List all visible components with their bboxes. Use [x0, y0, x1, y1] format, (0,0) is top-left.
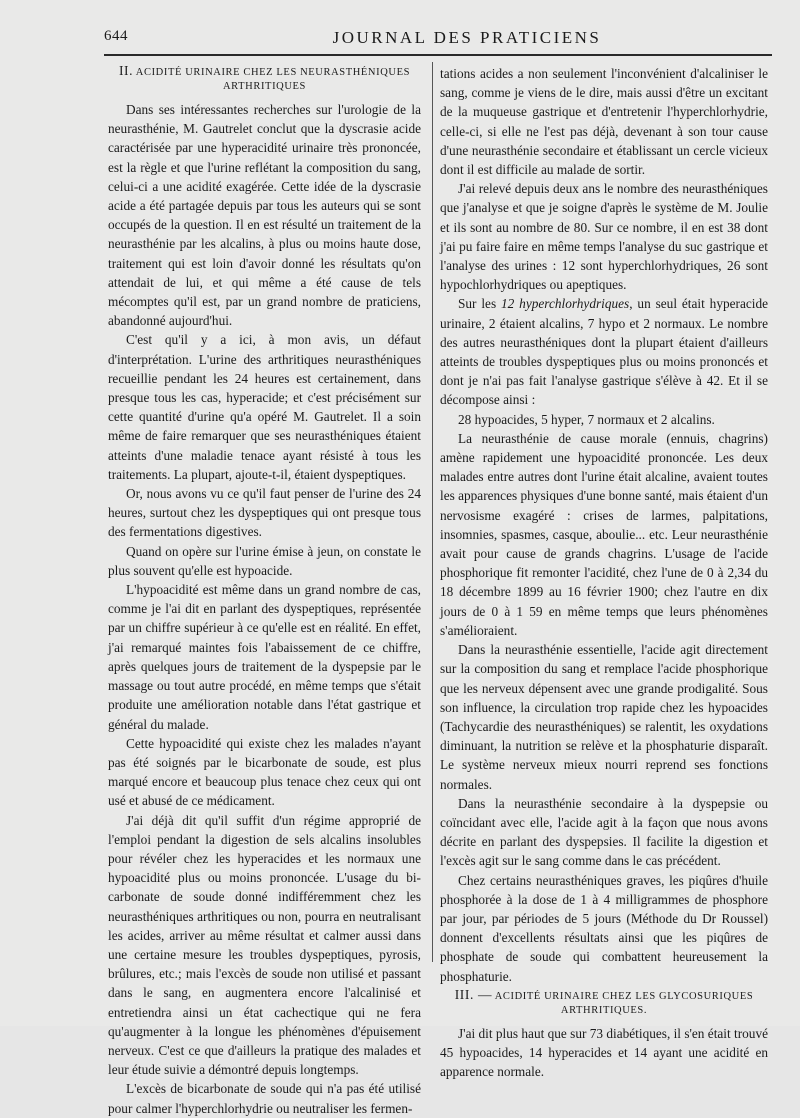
paragraph: J'ai déjà dit qu'il suffit d'un régime approprié de l'emploi pendant la digestion de sels alcalins insolubles pour révéler chez les hyperacides et les normaux une hypoacidité plus ou moins prononcée. L'usage du bi-carbonate de soude donné indifféremment chez les neurasthéniques arthritiques ou non, pourra en neutralisant les acides, arriver au même résultat et calmer aussi dans une certaine mesure les troubles dyspeptiques, pyrosis, brûlures, etc.; mais l'excès de soude non utilisé et passant dans le sang, en augmentera encore l'alcalinisé et entretiendra ainsi un état cachectique qui ne fera qu'augmenter à la longue les phénomènes d'épuisement nerveux. C'est ce que d'ailleurs la pratique des malades et leur étude suivie a démontré depuis longtemps.	[108, 812, 421, 1078]
paragraph-continued: tations acides a non seulement l'inconvénient d'alcaliniser le sang, comme je viens de le dire, mais aussi d'être un excitant de la muqueuse gastrique et d'entretenir l'hyperchlorhydrie, celle-ci, si elle ne l'est pas déjà, devenant à son tour cause d'une neurasthénie secondaire et établissant un cercle vicieux dont il est difficile au malade de sortir.	[440, 66, 768, 178]
paragraph: Or, nous avons vu ce qu'il faut penser de l'urine des 24 heures, surtout chez les dyspeptiques qui ont presque tous des fermentations digestives.	[108, 486, 421, 540]
italic-text: 12 hyperchlorhydriques	[501, 296, 630, 312]
paragraph: L'hypoacidité est même dans un grand nombre de cas, comme je l'ai dit en parlant des dyspeptiques, représentée par un chiffre supérieur à ce qu'elle est en réalité. En effet, j'ai remarqué maintes fois l'abaissement de ce chiffre, après quelques jours de traitement de la dyspepsie par le massage ou tout autre procédé, en même temps que s'était produite une amélioration notable dans l'état gastrique et général du malade.	[108, 582, 421, 732]
section-title: ACIDITÉ URINAIRE CHEZ LES NEURASTHÉNIQUES ARTHRITIQUES	[135, 67, 411, 92]
paragraph: Dans la neurasthénie essentielle, l'acide agit directement sur la composition du sang et remplace l'acide phosphorique que les nerveux dépensent avec une grande prodigalité. Sous son influence, la circulation trop rapide chez les hypoacides (Tachycardie des neurasthéniques) se ralentit, les oxydations diminuant, la nutrition se relève et la phosphaturie disparaît. Le système nerveux mieux nourri reprend ses fonctions normales.	[440, 642, 768, 792]
section-number: III. —	[454, 986, 493, 1002]
paragraph: La neurasthénie de cause morale (ennuis, chagrins) amène rapidement une hypoacidité prononcée. Les deux malades entre autres dont l'urine était alcaline, avaient toutes les apparences physiques d'une bonne santé, mais étaient d'un nervosisme exagéré : crises de larmes, palpitations, insomnies, spasmes, casque, aboulie... etc. Leur neurasthénie avait pour cause de grands chagrins. L'usage de l'acide phosphorique fit remonter l'acidité, chez l'une de 0 à 2,34 du 18 décembre 1899 au 16 février 1900; chez l'autre en dix jours de 0 à 1 59 en même temps que leurs phénomènes s'amélioraient.	[440, 430, 768, 638]
section-number: II.	[118, 63, 134, 78]
page-number: 644	[104, 28, 128, 44]
paragraph: Chez certains neurasthéniques graves, les piqûres d'huile phosphorée à la dose de 1 à 4 milligrammes de phosphore par jour, par périodes de 5 jours (Méthode du Dr Roussel) donnent d'excellents résultats ainsi que les piqûres de phosphate de soude qui combattent heureusement la phosphaturie.	[440, 872, 768, 984]
journal-title: JOURNAL DES PRATICIENS	[332, 28, 602, 47]
paragraph	[440, 294, 768, 409]
section-heading-ii	[108, 64, 421, 94]
text-run: , un seul était hyperacide urinaire, 2 étaient alcalins, 7 hypo et 2 normaux. Le nombre des autres neurasthéniques dont la plupart étaient d'ailleurs atteints de troubles dyspeptiques plus ou moins prononcés et dont je n'ai pas fait l'analyse gastrique s'élève à 42. Et il se décompose ainsi :	[440, 296, 768, 408]
section-heading-iii	[440, 988, 768, 1018]
paragraph: J'ai relevé depuis deux ans le nombre des neurasthéniques que j'analyse et que je soigne d'après le système de M. Joulie et ils sont au nombre de 80. Sur ce nombre, il en est 38 dont j'ai pu faire faire en même temps l'analyse du suc gastrique et l'analyse des urines : 12 sont hyperchlorhydriques, 26 sont hypochlorhydriques ou apeptiques.	[440, 181, 768, 293]
header-rule	[104, 54, 772, 56]
paragraph: Dans la neurasthénie secondaire à la dyspepsie ou coïncidant avec elle, l'acide agit à la façon que nous avons décrite en parlant des dyspepsies. Il facilite la digestion et l'excès agit sur le sang comme dans le cas précédent.	[440, 795, 768, 869]
paragraph: L'excès de bicarbonate de soude qui n'a pas été utilisé pour calmer l'hyperchlorhydrie ou neutraliser les fermen-	[108, 1081, 421, 1116]
running-head	[104, 28, 770, 50]
section-title: ACIDITÉ URINAIRE CHEZ LES GLYCOSURIQUES ARTHRITIQUES.	[494, 990, 754, 1016]
paragraph: Cette hypoacidité qui existe chez les malades n'ayant pas été soignés par le bicarbonate de soude, est plus marqué encore et beaucoup plus tenace chez ceux qui ont usé et abusé de ce médicament.	[108, 735, 421, 809]
paragraph: 28 hypoacides, 5 hyper, 7 normaux et 2 alcalins.	[458, 411, 715, 427]
paragraph: Quand on opère sur l'urine émise à jeun, on constate le plus souvent qu'elle est hypoacide.	[108, 543, 421, 578]
left-column	[108, 64, 421, 1118]
column-divider	[432, 62, 433, 962]
text-run: Sur les	[458, 296, 501, 312]
paragraph: J'ai dit plus haut que sur 73 diabétiques, il s'en était trouvé 45 hypoacides, 14 hyperacides et 14 ayant une acidité en apparence normale.	[440, 1025, 768, 1080]
right-column	[440, 64, 768, 1081]
paragraph: C'est qu'il y a ici, à mon avis, un défaut d'interprétation. L'urine des arthritiques neurasthéniques recueillie pendant les 24 heures est certainement, dans presque tous les cas, hyperacide; et c'est précisément sur cette quantité d'urine qu'a opéré M. Gautrelet. Il a soin même de faire remarquer que ses neurasthéniques étaient atteints d'une maladie tenace ayant résisté à tous les traitements. La plupart, ajoute-t-il, étaient dyspeptiques.	[108, 332, 421, 482]
paragraph: Dans ses intéressantes recherches sur l'urologie de la neurasthénie, M. Gautrelet conclut que la dyscrasie acide caractérisée par une hyperacidité urinaire très prononcée, est la règle et que l'urine reflétant la composition du sang, celui-ci a une acidité exagérée. Cette idée de la dyscrasie acide a été partagée depuis par tous les auteurs qui se sont occupés de la question. Il en est résulté un traitement de la neurasthénie par les alcalins, à plus ou moins haute dose, traitement qui est loin d'avoir donné les résultats qu'on attendait de lui, et qui même a été cause de tels mécomptes qu'il est, par un grand nombre de praticiens, abandonné aujourd'hui.	[108, 102, 421, 329]
